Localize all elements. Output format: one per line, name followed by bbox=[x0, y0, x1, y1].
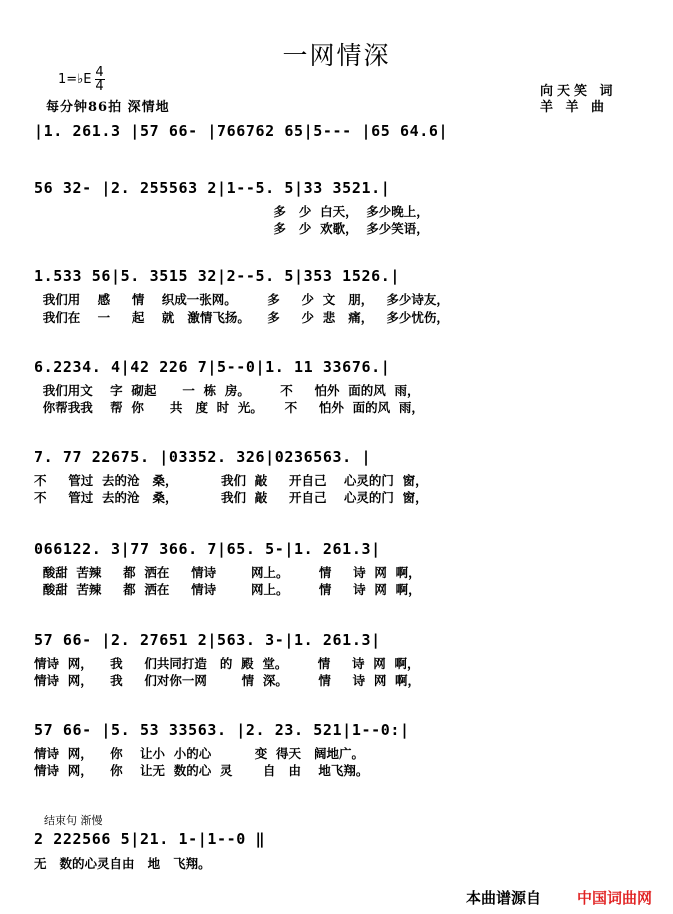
score-system-notes: 6.2234. 4|42 226 7|5--0|1. 11 33676.| bbox=[34, 358, 391, 376]
score-system-notes: 1.533 56|5. 3515 32|2--5. 5|353 1526.| bbox=[34, 267, 400, 285]
time-signature bbox=[95, 66, 105, 93]
lyric-line-verse-2: 不 管过 去的沧 桑， 我们 敲 开自己 心灵的门 窗， bbox=[34, 490, 428, 505]
lyric-line-verse-1: 情诗 网， 你 让小 小的心 变 得天 阔地广。 bbox=[34, 746, 364, 761]
site-name-link[interactable]: 中国词曲网 bbox=[577, 889, 653, 907]
lyric-line-verse-1: 不 管过 去的沧 桑， 我们 敲 开自己 心灵的门 窗， bbox=[34, 473, 428, 488]
lyric-line-verse-2: 情诗 网， 我 们对你一网 情 深。 情 诗 网 啊， bbox=[34, 673, 421, 688]
score-system-notes: 57 66- |5. 53 33563. |2. 23. 521|1--0:| bbox=[34, 721, 410, 739]
time-numerator: 4 bbox=[95, 65, 104, 80]
song-title: 一网情深 bbox=[282, 41, 391, 70]
composer-credit: 羊 羊 曲 bbox=[540, 100, 609, 115]
lyric-line-verse-1: 多 少 白天， 多少晚上， bbox=[34, 204, 429, 219]
lyric-line-verse-2: 你帮我我 帮 你 共 度 时 光。 不 怕外 面的风 雨， bbox=[34, 400, 424, 415]
lyricist-credit: 向天笑 词 bbox=[540, 84, 617, 99]
score-system-notes: 066122. 3|77 366. 7|65. 5-|1. 261.3| bbox=[34, 540, 381, 558]
lyric-line-verse-2: 多 少 欢歌， 多少笑语， bbox=[34, 221, 429, 236]
key-and-time-signature bbox=[58, 66, 105, 93]
score-system-notes: 57 66- |2. 27651 2|563. 3-|1. 261.3| bbox=[34, 631, 381, 649]
lyric-line-verse-1: 情诗 网， 我 们共同打造 的 殿 堂。 情 诗 网 啊， bbox=[34, 656, 420, 671]
lyric-line-verse-1: 我们用 感 情 织成一张网。 多 少 文 朋， 多少诗友， bbox=[34, 292, 449, 307]
lyric-line-verse-1: 无 数的心灵自由 地 飞翔。 bbox=[34, 856, 211, 871]
time-denominator: 4 bbox=[95, 79, 104, 94]
lyric-line-verse-2: 我们在 一 起 就 激情飞扬。 多 少 悲 痛， 多少忧伤， bbox=[34, 310, 449, 325]
lyric-line-verse-2: 情诗 网， 你 让无 数的心 灵 自 由 地飞翔。 bbox=[34, 763, 369, 778]
lyric-line-verse-1: 酸甜 苦辣 都 洒在 情诗 网上。 情 诗 网 啊， bbox=[34, 565, 421, 580]
tempo-marking: 每分钟86拍 深情地 bbox=[46, 100, 170, 115]
score-system-notes: 2 222566 5|21. 1-|1--0 ‖ bbox=[34, 830, 266, 848]
coda-label: 结束句 渐慢 bbox=[44, 814, 103, 827]
score-system-notes: 56 32- |2. 255563 2|1--5. 5|33 3521.| bbox=[34, 179, 391, 197]
score-system-notes: |1. 261.3 |57 66- |766762 65|5--- |65 64.6| bbox=[34, 122, 449, 140]
score-system-notes: 7. 77 22675. |03352. 326|0236563. | bbox=[34, 448, 372, 466]
key-signature: 1=♭E bbox=[58, 72, 92, 87]
source-text: 本曲谱源自 bbox=[466, 889, 542, 907]
lyric-line-verse-2: 酸甜 苦辣 都 洒在 情诗 网上。 情 诗 网 啊， bbox=[34, 582, 421, 597]
lyric-line-verse-1: 我们用文 字 砌起 一 栋 房。 不 怕外 面的风 雨， bbox=[34, 383, 420, 398]
